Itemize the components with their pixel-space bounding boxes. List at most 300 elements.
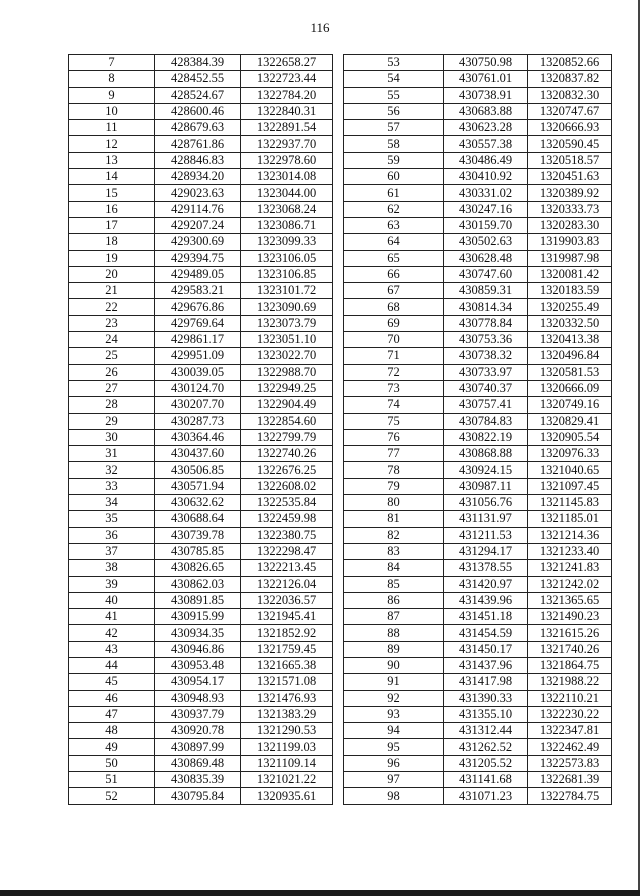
y-coordinate-cell: 1321185.01 <box>528 511 612 527</box>
point-number-cell: 92 <box>344 690 444 706</box>
y-coordinate-cell: 1323086.71 <box>241 217 333 233</box>
table-row <box>69 723 333 739</box>
table-row <box>69 772 333 788</box>
table-row <box>344 511 612 527</box>
y-coordinate-cell: 1321214.36 <box>528 527 612 543</box>
x-coordinate-cell: 431056.76 <box>444 495 528 511</box>
x-coordinate-cell: 430688.64 <box>155 511 241 527</box>
x-coordinate-cell: 430571.94 <box>155 478 241 494</box>
x-coordinate-cell: 430862.03 <box>155 576 241 592</box>
point-number-cell: 68 <box>344 299 444 315</box>
y-coordinate-cell: 1321945.41 <box>241 609 333 625</box>
table-row <box>69 706 333 722</box>
x-coordinate-cell: 431355.10 <box>444 706 528 722</box>
point-number-cell: 86 <box>344 592 444 608</box>
x-coordinate-cell: 431211.53 <box>444 527 528 543</box>
point-number-cell: 60 <box>344 169 444 185</box>
table-row <box>344 723 612 739</box>
x-coordinate-cell: 430747.60 <box>444 266 528 282</box>
y-coordinate-cell: 1322681.39 <box>528 772 612 788</box>
y-coordinate-cell: 1320581.53 <box>528 364 612 380</box>
x-coordinate-cell: 430822.19 <box>444 429 528 445</box>
y-coordinate-cell: 1322854.60 <box>241 413 333 429</box>
point-number-cell: 51 <box>69 772 155 788</box>
x-coordinate-cell: 430784.83 <box>444 413 528 429</box>
y-coordinate-cell: 1321040.65 <box>528 462 612 478</box>
x-coordinate-cell: 430814.34 <box>444 299 528 315</box>
table-row <box>344 478 612 494</box>
table-row <box>344 201 612 217</box>
x-coordinate-cell: 430733.97 <box>444 364 528 380</box>
x-coordinate-cell: 431071.23 <box>444 788 528 804</box>
table-row <box>344 755 612 771</box>
point-number-cell: 41 <box>69 609 155 625</box>
x-coordinate-cell: 430891.85 <box>155 592 241 608</box>
y-coordinate-cell: 1320413.38 <box>528 332 612 348</box>
x-coordinate-cell: 430869.48 <box>155 755 241 771</box>
y-coordinate-cell: 1323073.79 <box>241 315 333 331</box>
point-number-cell: 83 <box>344 543 444 559</box>
x-coordinate-cell: 429207.24 <box>155 217 241 233</box>
y-coordinate-cell: 1320837.82 <box>528 71 612 87</box>
y-coordinate-cell: 1323090.69 <box>241 299 333 315</box>
table-row <box>69 495 333 511</box>
point-number-cell: 49 <box>69 739 155 755</box>
table-row <box>69 397 333 413</box>
x-coordinate-cell: 431417.98 <box>444 674 528 690</box>
point-number-cell: 58 <box>344 136 444 152</box>
x-coordinate-cell: 430364.46 <box>155 429 241 445</box>
x-coordinate-cell: 430987.11 <box>444 478 528 494</box>
table-row <box>344 527 612 543</box>
point-number-cell: 97 <box>344 772 444 788</box>
table-row <box>69 217 333 233</box>
point-number-cell: 8 <box>69 71 155 87</box>
y-coordinate-cell: 1321383.29 <box>241 706 333 722</box>
x-coordinate-cell: 428761.86 <box>155 136 241 152</box>
table-row <box>344 560 612 576</box>
y-coordinate-cell: 1323068.24 <box>241 201 333 217</box>
point-number-cell: 54 <box>344 71 444 87</box>
point-number-cell: 57 <box>344 120 444 136</box>
y-coordinate-cell: 1322608.02 <box>241 478 333 494</box>
y-coordinate-cell: 1322784.75 <box>528 788 612 804</box>
y-coordinate-cell: 1322949.25 <box>241 380 333 396</box>
point-number-cell: 62 <box>344 201 444 217</box>
x-coordinate-cell: 429861.17 <box>155 332 241 348</box>
point-number-cell: 72 <box>344 364 444 380</box>
point-number-cell: 87 <box>344 609 444 625</box>
y-coordinate-cell: 1322298.47 <box>241 543 333 559</box>
point-number-cell: 90 <box>344 657 444 673</box>
y-coordinate-cell: 1323051.10 <box>241 332 333 348</box>
table-row <box>69 413 333 429</box>
table-row <box>344 266 612 282</box>
point-number-cell: 69 <box>344 315 444 331</box>
table-row <box>69 446 333 462</box>
point-number-cell: 55 <box>344 87 444 103</box>
x-coordinate-cell: 428452.55 <box>155 71 241 87</box>
point-number-cell: 9 <box>69 87 155 103</box>
point-number-cell: 98 <box>344 788 444 804</box>
x-coordinate-cell: 429676.86 <box>155 299 241 315</box>
y-coordinate-cell: 1322213.45 <box>241 560 333 576</box>
y-coordinate-cell: 1320389.92 <box>528 185 612 201</box>
x-coordinate-cell: 430835.39 <box>155 772 241 788</box>
y-coordinate-cell: 1321988.22 <box>528 674 612 690</box>
table-row <box>344 103 612 119</box>
x-coordinate-cell: 430159.70 <box>444 217 528 233</box>
x-coordinate-cell: 430683.88 <box>444 103 528 119</box>
y-coordinate-cell: 1322978.60 <box>241 152 333 168</box>
table-row <box>344 674 612 690</box>
table-row <box>344 380 612 396</box>
table-row <box>344 625 612 641</box>
x-coordinate-cell: 428934.20 <box>155 169 241 185</box>
x-coordinate-cell: 430437.60 <box>155 446 241 462</box>
point-number-cell: 43 <box>69 641 155 657</box>
x-coordinate-cell: 431451.18 <box>444 609 528 625</box>
point-number-cell: 26 <box>69 364 155 380</box>
y-coordinate-cell: 1323106.85 <box>241 266 333 282</box>
x-coordinate-cell: 431131.97 <box>444 511 528 527</box>
y-coordinate-cell: 1321242.02 <box>528 576 612 592</box>
table-row <box>344 169 612 185</box>
y-coordinate-cell: 1319987.98 <box>528 250 612 266</box>
table-row <box>344 136 612 152</box>
x-coordinate-cell: 431450.17 <box>444 641 528 657</box>
table-row <box>69 55 333 71</box>
table-row <box>344 495 612 511</box>
x-coordinate-cell: 431439.96 <box>444 592 528 608</box>
coordinate-table-right <box>343 54 612 805</box>
x-coordinate-cell: 430915.99 <box>155 609 241 625</box>
y-coordinate-cell: 1321021.22 <box>241 772 333 788</box>
point-number-cell: 11 <box>69 120 155 136</box>
table-row <box>69 87 333 103</box>
x-coordinate-cell: 430247.16 <box>444 201 528 217</box>
point-number-cell: 95 <box>344 739 444 755</box>
point-number-cell: 21 <box>69 283 155 299</box>
y-coordinate-cell: 1320832.30 <box>528 87 612 103</box>
y-coordinate-cell: 1320332.50 <box>528 315 612 331</box>
table-row <box>69 266 333 282</box>
y-coordinate-cell: 1323099.33 <box>241 234 333 250</box>
y-coordinate-cell: 1322126.04 <box>241 576 333 592</box>
point-number-cell: 66 <box>344 266 444 282</box>
y-coordinate-cell: 1320666.93 <box>528 120 612 136</box>
y-coordinate-cell: 1323014.08 <box>241 169 333 185</box>
table-row <box>344 772 612 788</box>
y-coordinate-cell: 1321665.38 <box>241 657 333 673</box>
table-row <box>69 592 333 608</box>
y-coordinate-cell: 1322573.83 <box>528 755 612 771</box>
table-row <box>344 543 612 559</box>
point-number-cell: 37 <box>69 543 155 559</box>
table-row <box>344 397 612 413</box>
point-number-cell: 91 <box>344 674 444 690</box>
x-coordinate-cell: 430795.84 <box>155 788 241 804</box>
point-number-cell: 84 <box>344 560 444 576</box>
x-coordinate-cell: 431205.52 <box>444 755 528 771</box>
x-coordinate-cell: 428524.67 <box>155 87 241 103</box>
point-number-cell: 38 <box>69 560 155 576</box>
y-coordinate-cell: 1321615.26 <box>528 625 612 641</box>
point-number-cell: 48 <box>69 723 155 739</box>
x-coordinate-cell: 430632.62 <box>155 495 241 511</box>
table-row <box>69 739 333 755</box>
point-number-cell: 70 <box>344 332 444 348</box>
point-number-cell: 24 <box>69 332 155 348</box>
x-coordinate-cell: 430410.92 <box>444 169 528 185</box>
point-number-cell: 75 <box>344 413 444 429</box>
y-coordinate-cell: 1320255.49 <box>528 299 612 315</box>
x-coordinate-cell: 431378.55 <box>444 560 528 576</box>
x-coordinate-cell: 430897.99 <box>155 739 241 755</box>
y-coordinate-cell: 1320852.66 <box>528 55 612 71</box>
y-coordinate-cell: 1322937.70 <box>241 136 333 152</box>
table-row <box>69 560 333 576</box>
table-row <box>69 755 333 771</box>
y-coordinate-cell: 1322347.81 <box>528 723 612 739</box>
x-coordinate-cell: 428679.63 <box>155 120 241 136</box>
point-number-cell: 82 <box>344 527 444 543</box>
x-coordinate-cell: 430954.17 <box>155 674 241 690</box>
y-coordinate-cell: 1320749.16 <box>528 397 612 413</box>
x-coordinate-cell: 430778.84 <box>444 315 528 331</box>
point-number-cell: 59 <box>344 152 444 168</box>
y-coordinate-cell: 1320333.73 <box>528 201 612 217</box>
x-coordinate-cell: 430124.70 <box>155 380 241 396</box>
point-number-cell: 88 <box>344 625 444 641</box>
table-row <box>344 413 612 429</box>
y-coordinate-cell: 1321864.75 <box>528 657 612 673</box>
x-coordinate-cell: 430750.98 <box>444 55 528 71</box>
y-coordinate-cell: 1320666.09 <box>528 380 612 396</box>
x-coordinate-cell: 430946.86 <box>155 641 241 657</box>
y-coordinate-cell: 1322891.54 <box>241 120 333 136</box>
table-row <box>69 348 333 364</box>
x-coordinate-cell: 429300.69 <box>155 234 241 250</box>
point-number-cell: 28 <box>69 397 155 413</box>
x-coordinate-cell: 430785.85 <box>155 543 241 559</box>
table-row <box>69 250 333 266</box>
point-number-cell: 39 <box>69 576 155 592</box>
table-row <box>69 332 333 348</box>
point-number-cell: 96 <box>344 755 444 771</box>
point-number-cell: 71 <box>344 348 444 364</box>
point-number-cell: 73 <box>344 380 444 396</box>
y-coordinate-cell: 1322462.49 <box>528 739 612 755</box>
x-coordinate-cell: 429489.05 <box>155 266 241 282</box>
y-coordinate-cell: 1321097.45 <box>528 478 612 494</box>
table-row <box>344 690 612 706</box>
y-coordinate-cell: 1323101.72 <box>241 283 333 299</box>
table-row <box>344 657 612 673</box>
y-coordinate-cell: 1322840.31 <box>241 103 333 119</box>
y-coordinate-cell: 1320183.59 <box>528 283 612 299</box>
point-number-cell: 27 <box>69 380 155 396</box>
point-number-cell: 31 <box>69 446 155 462</box>
y-coordinate-cell: 1323044.00 <box>241 185 333 201</box>
y-coordinate-cell: 1321476.93 <box>241 690 333 706</box>
point-number-cell: 81 <box>344 511 444 527</box>
point-number-cell: 61 <box>344 185 444 201</box>
point-number-cell: 64 <box>344 234 444 250</box>
y-coordinate-cell: 1322723.44 <box>241 71 333 87</box>
table-row <box>344 315 612 331</box>
point-number-cell: 35 <box>69 511 155 527</box>
point-number-cell: 29 <box>69 413 155 429</box>
x-coordinate-cell: 431312.44 <box>444 723 528 739</box>
point-number-cell: 85 <box>344 576 444 592</box>
y-coordinate-cell: 1322658.27 <box>241 55 333 71</box>
point-number-cell: 7 <box>69 55 155 71</box>
table-row <box>69 543 333 559</box>
x-coordinate-cell: 430738.91 <box>444 87 528 103</box>
table-row <box>69 657 333 673</box>
y-coordinate-cell: 1320747.67 <box>528 103 612 119</box>
table-row <box>69 576 333 592</box>
y-coordinate-cell: 1322988.70 <box>241 364 333 380</box>
point-number-cell: 67 <box>344 283 444 299</box>
table-row <box>69 299 333 315</box>
point-number-cell: 56 <box>344 103 444 119</box>
point-number-cell: 10 <box>69 103 155 119</box>
point-number-cell: 17 <box>69 217 155 233</box>
x-coordinate-cell: 430331.02 <box>444 185 528 201</box>
y-coordinate-cell: 1323022.70 <box>241 348 333 364</box>
x-coordinate-cell: 431437.96 <box>444 657 528 673</box>
table-row <box>344 283 612 299</box>
x-coordinate-cell: 430868.88 <box>444 446 528 462</box>
x-coordinate-cell: 430953.48 <box>155 657 241 673</box>
x-coordinate-cell: 431294.17 <box>444 543 528 559</box>
table-row <box>69 380 333 396</box>
x-coordinate-cell: 430859.31 <box>444 283 528 299</box>
point-number-cell: 16 <box>69 201 155 217</box>
point-number-cell: 44 <box>69 657 155 673</box>
x-coordinate-cell: 429394.75 <box>155 250 241 266</box>
y-coordinate-cell: 1322784.20 <box>241 87 333 103</box>
point-number-cell: 76 <box>344 429 444 445</box>
table-row <box>344 55 612 71</box>
x-coordinate-cell: 431390.33 <box>444 690 528 706</box>
point-number-cell: 46 <box>69 690 155 706</box>
y-coordinate-cell: 1321571.08 <box>241 674 333 690</box>
x-coordinate-cell: 430486.49 <box>444 152 528 168</box>
table-row <box>69 674 333 690</box>
x-coordinate-cell: 429951.09 <box>155 348 241 364</box>
table-row <box>69 283 333 299</box>
x-coordinate-cell: 430039.05 <box>155 364 241 380</box>
x-coordinate-cell: 430920.78 <box>155 723 241 739</box>
point-number-cell: 32 <box>69 462 155 478</box>
table-row <box>344 364 612 380</box>
point-number-cell: 22 <box>69 299 155 315</box>
y-coordinate-cell: 1322904.49 <box>241 397 333 413</box>
x-coordinate-cell: 429114.76 <box>155 201 241 217</box>
x-coordinate-cell: 428600.46 <box>155 103 241 119</box>
scan-edge-bottom <box>0 890 640 896</box>
point-number-cell: 77 <box>344 446 444 462</box>
x-coordinate-cell: 430948.93 <box>155 690 241 706</box>
table-row <box>344 217 612 233</box>
table-row <box>344 87 612 103</box>
x-coordinate-cell: 428846.83 <box>155 152 241 168</box>
y-coordinate-cell: 1322110.21 <box>528 690 612 706</box>
x-coordinate-cell: 428384.39 <box>155 55 241 71</box>
point-number-cell: 53 <box>344 55 444 71</box>
point-number-cell: 78 <box>344 462 444 478</box>
point-number-cell: 18 <box>69 234 155 250</box>
y-coordinate-cell: 1320905.54 <box>528 429 612 445</box>
table-row <box>344 641 612 657</box>
table-row <box>344 152 612 168</box>
point-number-cell: 47 <box>69 706 155 722</box>
table-row <box>344 250 612 266</box>
y-coordinate-cell: 1320518.57 <box>528 152 612 168</box>
y-coordinate-cell: 1322676.25 <box>241 462 333 478</box>
point-number-cell: 14 <box>69 169 155 185</box>
y-coordinate-cell: 1320081.42 <box>528 266 612 282</box>
table-row <box>69 120 333 136</box>
page-number: 116 <box>310 20 330 35</box>
table-row <box>344 462 612 478</box>
x-coordinate-cell: 431262.52 <box>444 739 528 755</box>
x-coordinate-cell: 430826.65 <box>155 560 241 576</box>
point-number-cell: 25 <box>69 348 155 364</box>
x-coordinate-cell: 430502.63 <box>444 234 528 250</box>
point-number-cell: 42 <box>69 625 155 641</box>
y-coordinate-cell: 1322799.79 <box>241 429 333 445</box>
y-coordinate-cell: 1321490.23 <box>528 609 612 625</box>
y-coordinate-cell: 1320590.45 <box>528 136 612 152</box>
point-number-cell: 94 <box>344 723 444 739</box>
table-row <box>344 71 612 87</box>
table-row <box>344 609 612 625</box>
point-number-cell: 74 <box>344 397 444 413</box>
y-coordinate-cell: 1321145.83 <box>528 495 612 511</box>
point-number-cell: 40 <box>69 592 155 608</box>
coordinate-table-right-body <box>344 55 612 805</box>
point-number-cell: 13 <box>69 152 155 168</box>
point-number-cell: 30 <box>69 429 155 445</box>
y-coordinate-cell: 1320976.33 <box>528 446 612 462</box>
table-row <box>69 429 333 445</box>
x-coordinate-cell: 430506.85 <box>155 462 241 478</box>
table-row <box>69 462 333 478</box>
y-coordinate-cell: 1323106.05 <box>241 250 333 266</box>
x-coordinate-cell: 430761.01 <box>444 71 528 87</box>
table-row <box>69 315 333 331</box>
x-coordinate-cell: 431454.59 <box>444 625 528 641</box>
table-row <box>69 169 333 185</box>
y-coordinate-cell: 1320829.41 <box>528 413 612 429</box>
x-coordinate-cell: 430207.70 <box>155 397 241 413</box>
table-row <box>344 706 612 722</box>
table-row <box>69 511 333 527</box>
point-number-cell: 34 <box>69 495 155 511</box>
y-coordinate-cell: 1321759.45 <box>241 641 333 657</box>
x-coordinate-cell: 429583.21 <box>155 283 241 299</box>
x-coordinate-cell: 430287.73 <box>155 413 241 429</box>
x-coordinate-cell: 430628.48 <box>444 250 528 266</box>
point-number-cell: 45 <box>69 674 155 690</box>
y-coordinate-cell: 1321365.65 <box>528 592 612 608</box>
x-coordinate-cell: 430557.38 <box>444 136 528 152</box>
y-coordinate-cell: 1322230.22 <box>528 706 612 722</box>
